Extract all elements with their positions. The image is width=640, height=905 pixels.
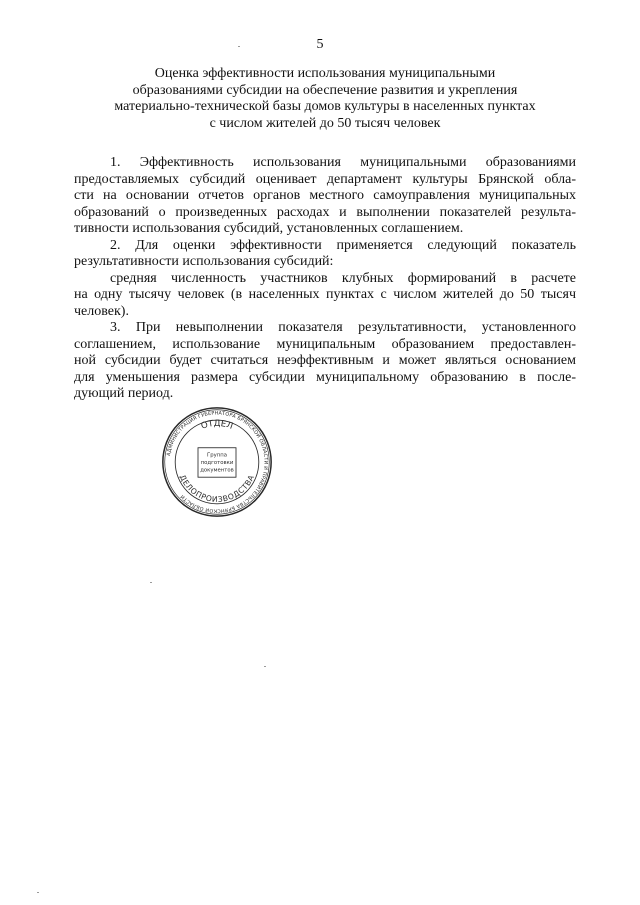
stamp-outer-ring-text: АДМИНИСТРАЦИЯ ГУБЕРНАТОРА БРЯНСКОЙ ОБЛАСТИ И ПРАВИТЕЛЬСТВА БРЯНСКОЙ ОБЛАСТИ: [165, 410, 269, 514]
paragraph-indicator: [74, 271, 576, 321]
scan-speck: [37, 892, 39, 893]
stamp-center-line: подготовки: [200, 459, 234, 466]
stamp-center-line: документов: [200, 467, 234, 474]
text-line: 3. При невыполнении показателя результативности, установленного: [110, 320, 576, 335]
page-number: 5: [316, 37, 324, 52]
text-line: соглашением, использование муниципальным образованием предоставлен-: [74, 336, 576, 352]
title-line: материально-технической базы домов культуры в населенных пунктах: [114, 99, 536, 114]
text-line: результативности использования субсидий:: [74, 254, 334, 269]
text-line: на одну тысячу человек (в населенных пунктах с числом жителей до 50 тысяч: [74, 287, 576, 302]
scan-speck: [238, 46, 240, 47]
document-title: [90, 66, 560, 132]
text-line: для уменьшения размера субсидии муниципальному образованию в после-: [74, 369, 576, 385]
text-line: сти на основании отчетов органов местного самоуправления муниципальных: [74, 188, 576, 203]
paragraph-2: [74, 238, 576, 271]
text-line: образований о произведенных расходах и выполнении показателей результа-: [74, 204, 576, 220]
text-line: 2. Для оценки эффективности применяется следующий показатель: [110, 237, 576, 253]
title-line: Оценка эффективности использования муниципальными: [154, 66, 496, 81]
text-line: ной субсидии будет считаться неэффективным и может являться основанием: [74, 353, 576, 368]
text-line: дующий период.: [74, 386, 174, 401]
scan-speck: [264, 666, 266, 667]
text-line: средняя численность участников клубных формирований в расчете: [110, 270, 576, 286]
stamp-inner-bottom-text: ДЕЛОПРОИЗВОДСТВА: [177, 473, 257, 505]
text-line: тивности использования субсидий, установленных соглашением.: [74, 221, 464, 236]
stamp-center-line: Группа: [207, 452, 227, 459]
text-line: предоставляемых субсидий оценивает департамент культуры Брянской обла-: [74, 171, 576, 187]
scan-speck: [150, 582, 152, 583]
paragraph-1: [74, 155, 576, 238]
paragraph-3: [74, 320, 576, 403]
text-line: человек).: [74, 303, 129, 319]
text-line: 1. Эффективность использования муниципальными образованиями: [110, 155, 576, 170]
title-line: с числом жителей до 50 тысяч человек: [209, 115, 441, 131]
office-stamp: [160, 405, 274, 519]
stamp-inner-top-text: ОТДЕЛ: [199, 418, 235, 432]
document-body: [74, 155, 576, 403]
title-line: образованиями субсидии на обеспечение развития и укрепления: [132, 82, 518, 98]
